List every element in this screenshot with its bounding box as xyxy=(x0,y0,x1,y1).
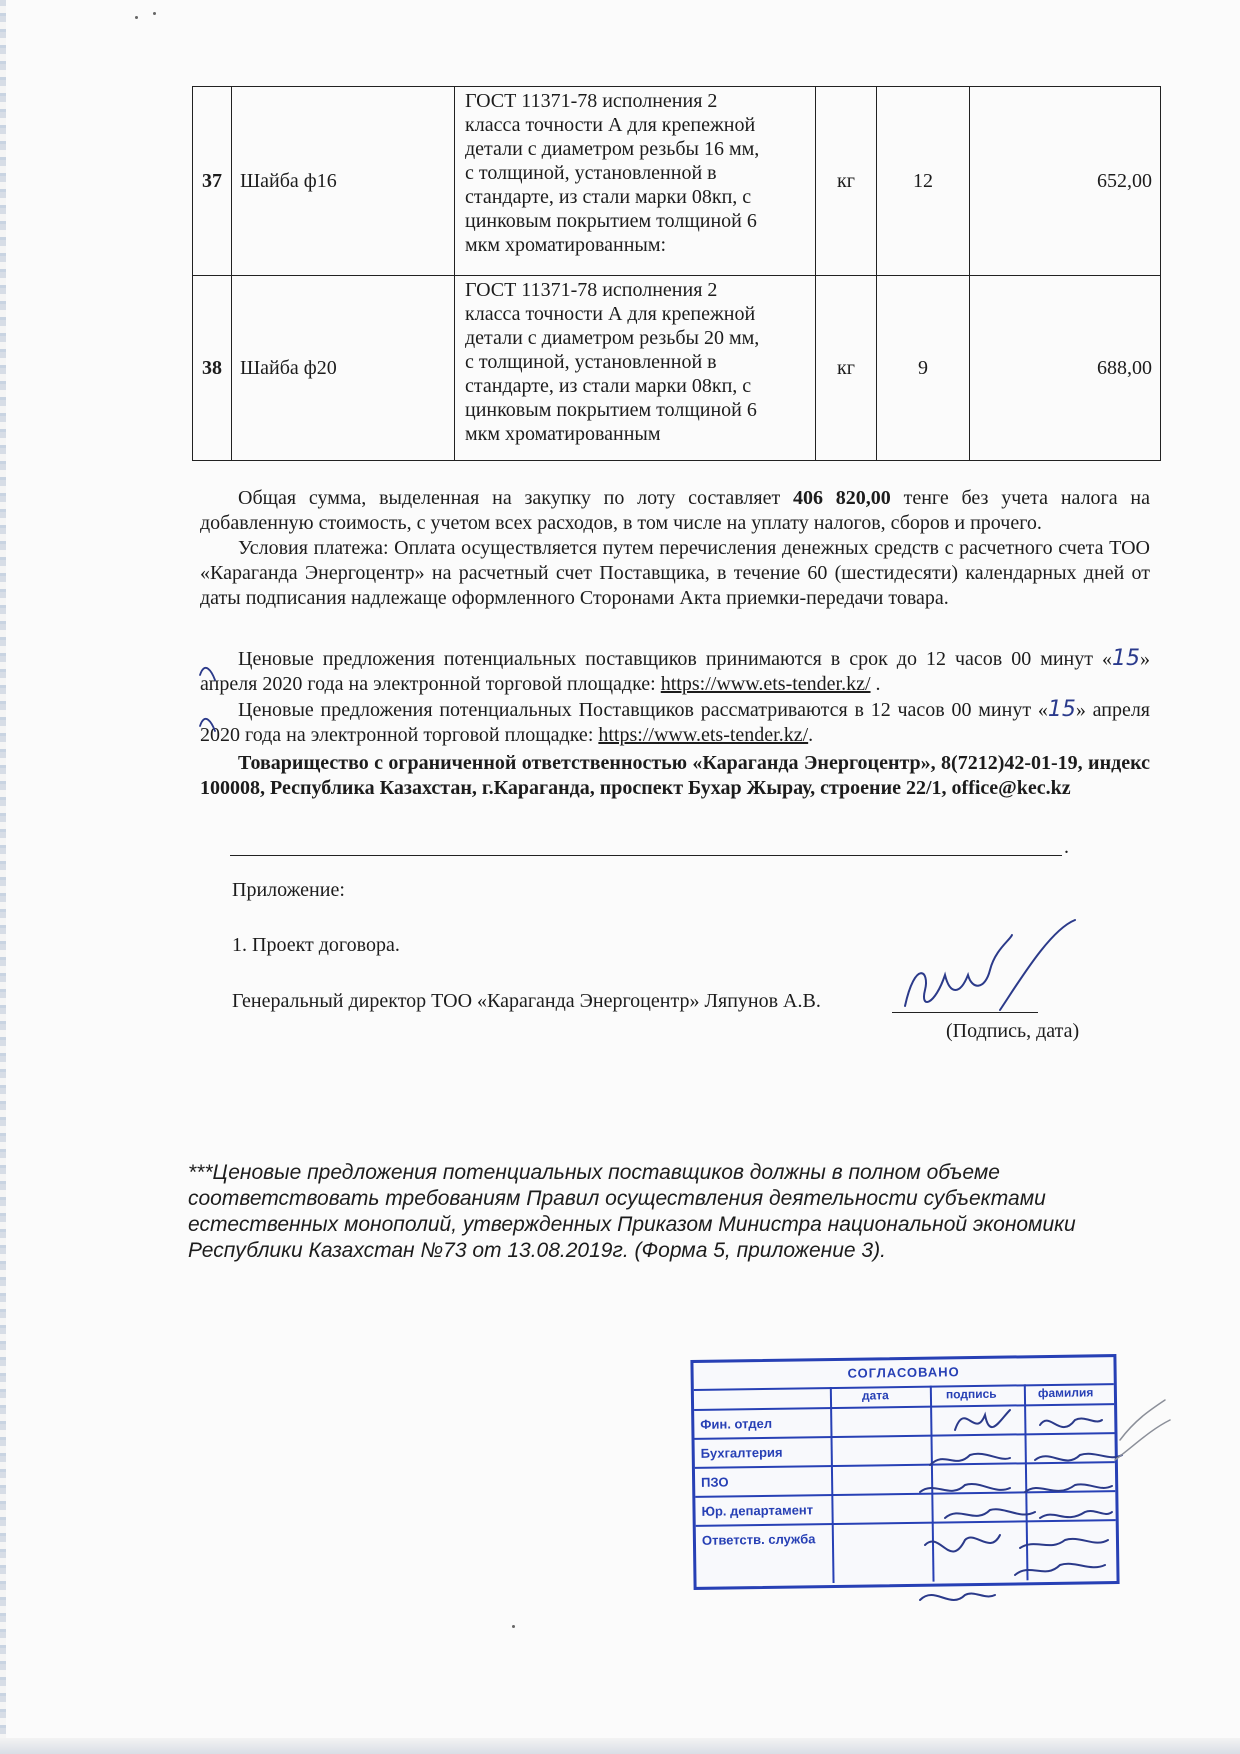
description-line: цинковым покрытием толщиной 6 xyxy=(465,399,757,421)
appendix-title: Приложение: xyxy=(232,879,345,901)
description-line: ГОСТ 11371-78 исполнения 2 xyxy=(465,279,718,301)
item-description xyxy=(455,276,816,461)
director-signature-flourish xyxy=(1000,920,1075,1010)
item-quantity: 9 xyxy=(877,276,970,461)
description-line: цинковым покрытием толщиной 6 xyxy=(465,210,757,232)
item-price: 652,00 xyxy=(970,87,1161,276)
item-description xyxy=(455,87,816,276)
separator-line xyxy=(230,855,1062,856)
item-unit: кг xyxy=(816,87,877,276)
item-name: Шайба ф16 xyxy=(232,87,455,276)
description-line: детали с диаметром резьбы 20 мм, xyxy=(465,327,760,349)
total-text: Общая сумма, выделенная на закупку по лоту составляет xyxy=(238,487,793,509)
description-line: класса точности А для крепежной xyxy=(465,114,756,136)
handwritten-day: 15 xyxy=(1112,646,1140,671)
description-line: стандарте, из стали марки 08кп, с xyxy=(465,375,752,397)
handwritten-day: 15 xyxy=(1047,697,1076,722)
item-price: 688,00 xyxy=(970,276,1161,461)
row-number: 38 xyxy=(193,276,232,461)
tender-link[interactable]: https://www.ets-tender.kz/ xyxy=(598,724,809,746)
offers-accept-paragraph xyxy=(200,646,1150,697)
director-line: Генеральный директор ТОО «Караганда Энергоцентр» Ляпунов А.В. xyxy=(232,990,821,1012)
description-line: ГОСТ 11371-78 исполнения 2 xyxy=(465,90,718,112)
description-line: стандарте, из стали марки 08кп, с xyxy=(465,186,752,208)
offers-review-text: Ценовые предложения потенциальных Поставщиков рассматриваются в 12 часов 00 минут « xyxy=(238,699,1048,721)
row-number: 37 xyxy=(193,87,232,276)
offers-review-text-2: » апреля 2020 года на электронной торговой площадке: xyxy=(200,699,1151,746)
appendix-item: 1. Проект договора. xyxy=(232,934,400,956)
payment-paragraph: Условия платежа: Оплата осуществляется путем перечисления денежных средств с расчетного счета ТОО «Караганда Энергоцентр» на расчетный счет Поставщика, в течение 60 (шестидесяти) календарных дней от даты подписания надлежаще оформленного Сторонами Акта приемки-передачи товара. xyxy=(200,537,1150,609)
scan-speck xyxy=(153,12,156,15)
stamp-row-label: Бухгалтерия xyxy=(700,1444,783,1461)
description-line: с толщиной, установленной в xyxy=(465,351,717,373)
scan-speck xyxy=(512,1625,515,1628)
item-name: Шайба ф20 xyxy=(232,276,455,461)
total-paragraph xyxy=(200,486,1150,536)
description-line: с толщиной, установленной в xyxy=(465,162,717,184)
stamp-header-signature: подпись xyxy=(945,1386,997,1402)
stamp-header-surname: фамилия xyxy=(1037,1385,1094,1401)
approval-stamp xyxy=(690,1354,1119,1590)
scan-speck xyxy=(135,16,138,19)
stamp-row xyxy=(696,1521,1116,1554)
stamp-row-label: Юр. департамент xyxy=(701,1502,814,1519)
footnote: ***Ценовые предложения потенциальных поставщиков должны в полном объеме соответствовать требованиям Правил осуществления деятельности субъектами естественных монополий, утвержденных Приказом Министра национальной экономики Республики Казахстан №73 от 13.08.2019г. (Форма 5, приложение 3). xyxy=(188,1161,1076,1262)
table-row xyxy=(193,276,1161,461)
table-row xyxy=(193,87,1161,276)
scan-edge-artifact-bottom xyxy=(0,1738,1240,1754)
item-quantity: 12 xyxy=(877,87,970,276)
offers-review-paragraph xyxy=(200,697,1150,748)
signature-caption: (Подпись, дата) xyxy=(946,1020,1080,1042)
description-line: класса точности А для крепежной xyxy=(465,303,756,325)
offers-accept-text-2: » апреля 2020 года на электронной торговой площадке: xyxy=(200,648,1150,695)
description-line: мкм хроматированным: xyxy=(465,234,667,256)
separator-end: . xyxy=(1064,836,1069,858)
tender-link[interactable]: https://www.ets-tender.kz/ xyxy=(660,673,871,695)
director-signature xyxy=(905,935,1012,1006)
description-line: мкм хроматированным xyxy=(465,423,661,445)
scan-edge-artifact xyxy=(0,0,6,1754)
stamp-title: СОГЛАСОВАНО xyxy=(693,1357,1113,1391)
company-details: Товарищество с ограниченной ответственностью «Караганда Энергоцентр», 8(7212)42-01-19, индекс 100008, Республика Казахстан, г.Караганда, проспект Бухар Жырау, строение 22/1, office@kec.kz xyxy=(200,752,1150,799)
total-text-end: тенге без учета налога на добавленную стоимость, с учетом всех расходов, в том числе на уплату налогов, сборов и прочего. xyxy=(200,487,1151,534)
signature-line xyxy=(892,1012,1038,1013)
offers-accept-end: . xyxy=(870,673,881,695)
stamp-row-label: Фин. отдел xyxy=(700,1415,773,1432)
offers-review-end: . xyxy=(808,724,814,746)
stamp-row-label: Ответств. служба xyxy=(701,1531,816,1548)
stamp-row-label: ПЗО xyxy=(701,1474,729,1490)
offers-accept-text: Ценовые предложения потенциальных поставщиков принимаются в срок до 12 часов 00 минут « xyxy=(238,648,1112,670)
items-table xyxy=(192,86,1161,461)
description-line: детали с диаметром резьбы 16 мм, xyxy=(465,138,760,160)
item-unit: кг xyxy=(816,276,877,461)
total-amount: 406 820,00 xyxy=(793,487,891,509)
stamp-header-date: дата xyxy=(861,1388,889,1403)
